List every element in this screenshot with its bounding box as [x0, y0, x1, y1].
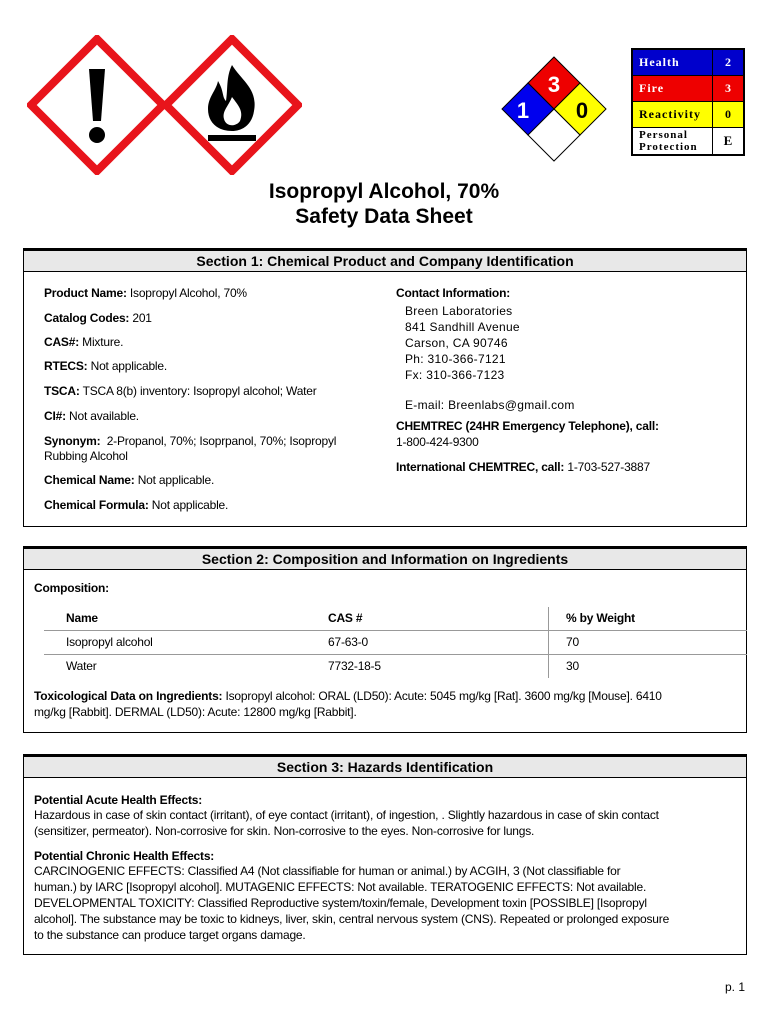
catalog-label: Catalog Codes: [44, 311, 130, 325]
chemical-name-label: Chemical Name: [44, 473, 135, 487]
cell-cas: 67-63-0 [306, 631, 549, 655]
cas-label: CAS#: [44, 335, 80, 349]
cell-weight: 30 [549, 655, 748, 679]
contact-email: E-mail: Breenlabs@gmail.com [405, 398, 575, 412]
intl-chemtrec-row [396, 460, 650, 475]
section-3 [23, 754, 747, 955]
section-1 [23, 248, 747, 527]
chemical-name-value: Not applicable. [137, 473, 215, 487]
table-row [44, 631, 747, 655]
hmis-pp-value: E [713, 128, 745, 156]
product-name-value: Isopropyl Alcohol, 70% [129, 286, 247, 300]
chemical-formula-row [44, 498, 228, 513]
hmis-pp-label-2: Protection [639, 141, 698, 153]
product-name-label: Product Name: [44, 286, 127, 300]
contact-line-4: Ph: 310-366-7121 [405, 352, 506, 366]
section-1-heading: Section 1: Chemical Product and Company Identification [24, 248, 746, 272]
cell-weight: 70 [549, 631, 748, 655]
catalog-value: 201 [132, 311, 152, 325]
hmis-health-value: 2 [713, 49, 745, 76]
synonym-value-1: 2-Propanol, 70%; Isoprpanol, 70%; Isopropyl [106, 434, 337, 448]
contact-line-1: Breen Laboratories [405, 304, 513, 318]
flame-icon [162, 35, 302, 175]
intl-chemtrec-phone: 1-703-527-3887 [567, 460, 650, 474]
document-title: Isopropyl Alcohol, 70% [268, 180, 500, 203]
synonym-label: Synonym: [44, 434, 101, 448]
section-3-heading: Section 3: Hazards Identification [24, 754, 746, 778]
contact-line-3: Carson, CA 90746 [405, 336, 508, 350]
page-number: p. 1 [724, 980, 745, 994]
nfpa-diamond [498, 55, 610, 167]
tox-line-2: mg/kg [Rabbit]. DERMAL (LD50): Acute: 12800 mg/kg [Rabbit]. [34, 705, 357, 719]
hmis-reactivity-value: 0 [713, 102, 745, 128]
tsca-label: TSCA: [44, 384, 80, 398]
chronic-line-4: alcohol]. The substance may be toxic to kidneys, liver, skin, central nervous system (CNS). Repeated or prolonged exposure [34, 912, 670, 926]
composition-table [44, 607, 747, 678]
tsca-row [44, 384, 317, 399]
tox-line-1 [34, 689, 662, 704]
synonym-row [44, 434, 336, 449]
cell-name: Water [44, 655, 306, 679]
contact-label: Contact Information: [396, 286, 510, 300]
chronic-line-1: CARCINOGENIC EFFECTS: Classified A4 (Not classifiable for human or animal.) by ACGIH, 3 (Not classifiable for [34, 864, 621, 878]
nfpa-health-value: 1 [516, 98, 530, 123]
chronic-line-3: DEVELOPMENTAL TOXICITY: Classified Reproductive system/toxin/female, Development toxin [POSSIBLE] [Isopropyl [34, 896, 647, 910]
hmis-health-label: Health [632, 49, 713, 76]
ci-row [44, 409, 139, 424]
rtecs-label: RTECS: [44, 359, 88, 373]
col-weight-header: % by Weight [549, 607, 748, 631]
rtecs-row [44, 359, 167, 374]
tox-text-1: Isopropyl alcohol: ORAL (LD50): Acute: 5045 mg/kg [Rat]. 3600 mg/kg [Mouse]. 6410 [225, 689, 662, 703]
intl-chemtrec-label: International CHEMTREC, call: [396, 460, 565, 474]
chronic-line-5: to the substance can produce target organs damage. [34, 928, 306, 942]
hmis-label [631, 48, 745, 156]
hmis-fire-value: 3 [713, 76, 745, 102]
chemtrec-phone: 1-800-424-9300 [396, 435, 479, 449]
ci-label: CI#: [44, 409, 66, 423]
chronic-line-2: human.) by IARC [Isopropyl alcohol]. MUTAGENIC EFFECTS: Not available. TERATOGENIC EFFECTS: Not available. [34, 880, 647, 894]
chemical-formula-value: Not applicable. [151, 498, 229, 512]
contact-line-5: Fx: 310-366-7123 [405, 368, 505, 382]
acute-line-1: Hazardous in case of skin contact (irritant), of eye contact (irritant), of ingestion, . Slightly hazardous in case of skin contact [34, 808, 659, 822]
synonym-value-2: Rubbing Alcohol [44, 449, 128, 463]
table-row [44, 655, 747, 679]
hmis-reactivity-label: Reactivity [632, 102, 713, 128]
hmis-fire-label: Fire [632, 76, 713, 102]
chemical-name-row [44, 473, 214, 488]
acute-line-2: (sensitizer, permeator). Non-corrosive for skin. Non-corrosive to the eyes. Non-corrosive for lungs. [34, 824, 535, 838]
catalog-row [44, 311, 152, 326]
hmis-pp-label [632, 128, 713, 156]
cas-row [44, 335, 123, 350]
chemical-formula-label: Chemical Formula: [44, 498, 149, 512]
tox-label: Toxicological Data on Ingredients: [34, 689, 223, 703]
section-2 [23, 546, 747, 733]
tsca-value: TSCA 8(b) inventory: Isopropyl alcohol; Water [82, 384, 317, 398]
contact-line-2: 841 Sandhill Avenue [405, 320, 520, 334]
col-cas-header: CAS # [328, 611, 363, 625]
table-header-row [44, 607, 747, 631]
cell-cas: 7732-18-5 [306, 655, 549, 679]
ci-value: Not available. [69, 409, 139, 423]
rtecs-value: Not applicable. [90, 359, 167, 373]
section-2-heading: Section 2: Composition and Information on Ingredients [24, 546, 746, 570]
exclamation-mark-icon [27, 35, 167, 175]
hmis-pp-label-1: Personal [639, 129, 688, 141]
nfpa-reactivity-value: 0 [575, 98, 589, 123]
chronic-effects-label: Potential Chronic Health Effects: [34, 849, 215, 863]
cas-value: Mixture. [82, 335, 124, 349]
product-name-row [44, 286, 247, 301]
col-name-header: Name [66, 611, 98, 625]
document-subtitle: Safety Data Sheet [295, 205, 473, 228]
composition-label: Composition: [34, 581, 109, 595]
nfpa-fire-value: 3 [547, 72, 561, 97]
chemtrec-label: CHEMTREC (24HR Emergency Telephone), call: [396, 419, 659, 433]
acute-effects-label: Potential Acute Health Effects: [34, 793, 203, 807]
cell-name: Isopropyl alcohol [44, 631, 306, 655]
